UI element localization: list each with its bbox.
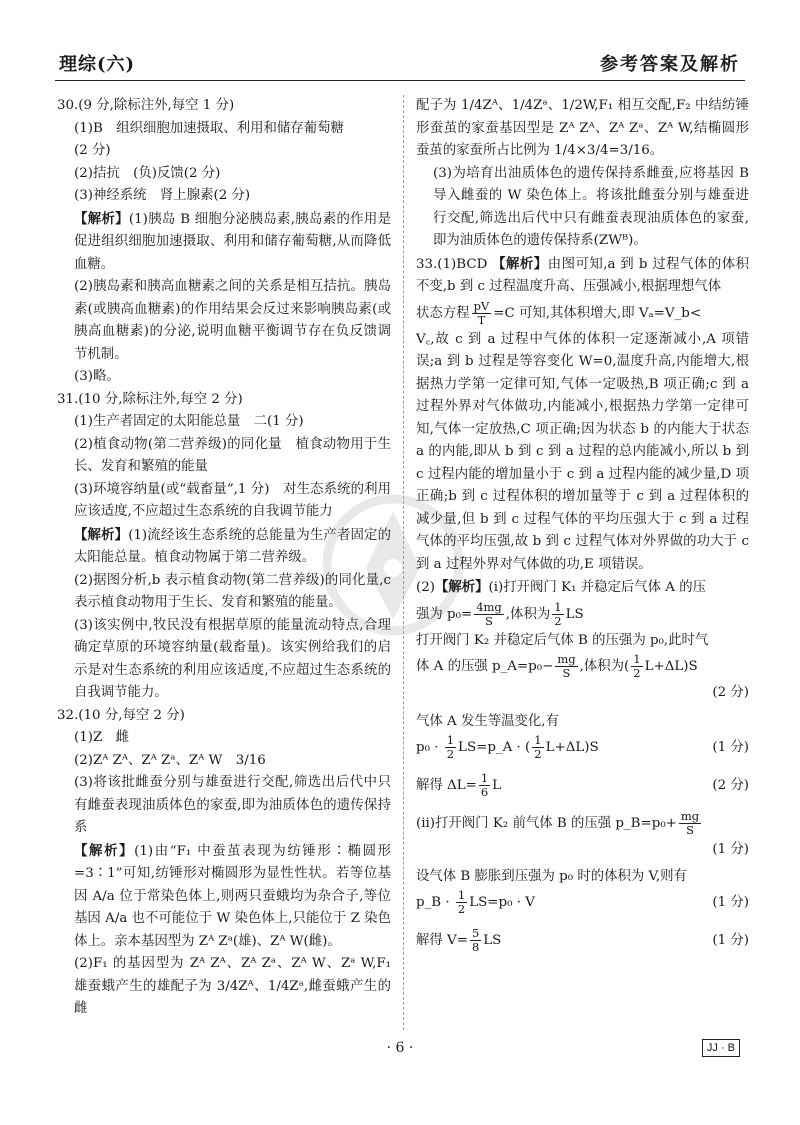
answer-paragraph: (3)神经系统 肾上腺素(2 分)	[74, 188, 251, 203]
analysis-tag: 【解析】	[74, 842, 135, 859]
boyle-equation: p_B · $\frac{1}{2}$ LS=p₀ · V (1 分)	[416, 888, 749, 916]
volume-solution: 解得 V= $\frac{5}{8}$ LS (1 分)	[416, 926, 749, 954]
answer-paragraph: 【解析】(1)由“F₁ 中蚕茧表现为纺锤形∶椭圆形=3∶1”可知,纺锤形对椭圆形为显性性状。若等位基因 A/a 位于常染色体上,则两只蚕蛾均为杂合子,等位基因 A/a 也不可能位于 W 染色体上,只能位于 Z 染色体上。亲本基因型为 Zᴬ Zᵃ(雄)、Zᴬ W(雌)。	[74, 842, 391, 949]
answer-paragraph: 【解析】(1)流经该生态系统的总能量为生产者固定的太阳能总量。植食动物属于第二营养级。	[74, 526, 391, 565]
q33-part2-intro: (2)【解析】(ⅰ)打开阀门 K₁ 并稳定后气体 A 的压	[416, 579, 707, 595]
answer-paragraph: (2)植食动物(第二营养级)的同化量 植食动物用于生长、发育和繁殖的能量	[74, 436, 391, 474]
volume-setup-line: 设气体 B 膨胀到压强为 p₀ 时的体积为 V,则有	[416, 868, 687, 884]
header-rule	[55, 80, 745, 81]
left-column	[57, 95, 391, 1021]
answer-paragraph: (2)Zᴬ Zᴬ、Zᴬ Zᵃ、Zᴬ W 3/16	[74, 752, 266, 768]
answer-paragraph: (1)生产者固定的太阳能总量 二(1 分)	[74, 414, 304, 429]
isothermal-equation: p₀ · $\frac{1}{2}$ LS=p_A · ( $\frac{1}{2}$ L+ΔL)S (1 分)	[416, 733, 749, 761]
answer-paragraph: (3)环境容纳量(或“载畜量”,1 分) 对生态系统的利用应该适度,不应超过生态系统的自我调节能力	[74, 481, 391, 519]
q33-part1-continued: V꜀,故 c 到 a 过程中气体的体积一定逐渐减小,A 项错误;a 到 b 过程是等容变化 W=0,温度升高,内能增大,根据热力学第一定律可知,气体一定吸热,B 项正确;c 到 a 过程外界对气体做功,内能减小,根据热力学第一定律可知,气体一定放热,C 项正确;因为状态 b 的内能大于状态 a 的内能,即从 b 到 c 到 a 过程的总内能减小,所以 b 到 c 过程内能的增加量小于 c 到 a 过程内能的减少量,D 项正确;b 到 c 过程体积的增加量等于 c 到 a 过程体积的减少量,但 b 到 c 过程气体的平均压强大于 c 到 a 过程气体的平均压强,故 b 到 c 过程气体对外界做的功大于 c 到 a 过程外界对气体做的功,E 项错误。	[416, 331, 749, 572]
pressure-pa-line: 体 A 的压强 p_A=p₀− $\frac{mg}{S}$ ,体积为( $\frac{1}{2}$ L+ΔL)S	[416, 652, 698, 680]
delta-l-solution: 解得 ΔL= $\frac{1}{6}$ L (2 分)	[416, 771, 749, 799]
fraction-pv-t: $\frac{pV}{T}$	[473, 298, 490, 327]
answer-paragraph: (2)F₁ 的基因型为 Zᴬ Zᴬ、Zᴬ Zᵃ、Zᴬ W、Zᵃ W,F₁ 雄蚕蛾产生的雄配子为 3/4Zᴬ、1/4Zᵃ,雌蚕蛾产生的雌	[74, 956, 391, 1016]
answer-paragraph: (2)拮抗 (负)反馈(2 分)	[74, 165, 221, 181]
q33-answer: 33.(1)BCD	[416, 256, 488, 272]
analysis-tag: 【解析】	[74, 210, 129, 227]
analysis-tag: 【解析】	[434, 579, 489, 595]
score-row: (1 分)	[712, 842, 749, 857]
column-divider	[403, 95, 404, 1030]
answer-paragraph: (1)Z 雌	[74, 730, 130, 745]
answer-paragraph: (3)该实例中,牧民没有根据草原的能量流动特点,合理确定草原的环境容纳量(载畜量)。该实例给我们的启示是对生态系统的利用应该适度,不应超过生态系统的自我调节能力。	[74, 617, 391, 700]
header-subject: 理综(六)	[59, 54, 136, 75]
answer-paragraph: (2)据图分析,b 表示植食动物(第二营养级)的同化量,c 表示植食动物用于生长、发育和繁殖的能量。	[74, 572, 391, 610]
question-heading: 31.(10 分,除标注外,每空 2 分)	[57, 391, 243, 407]
pressure-a-line: 强为 p₀= $\frac{4mg}{S}$ ,体积为 $\frac{1}{2}$ LS	[416, 599, 584, 628]
header-section-title: 参考答案及解析	[600, 54, 740, 75]
question-heading: 32.(10 分,每空 2 分)	[57, 707, 185, 723]
score-row: (2 分)	[712, 685, 749, 700]
q32-continuation	[416, 95, 749, 253]
answer-paragraph: 【解析】(1)胰岛 B 细胞分泌胰岛素,胰岛素的作用是促进组织细胞加速摄取、利用和储存葡萄糖,从而降低血糖。	[74, 210, 392, 272]
answer-paragraph: (3)为培育出油质体色的遗传保持系雌蚕,应将基因 B 导入雌蚕的 W 染色体上。将该批雌蚕分别与雄蚕进行交配,筛选出后代中只有雌蚕表现油质体色的家蚕,即为油质体色的遗传保持系(ZWᴮ)。	[433, 165, 749, 248]
page-number: · 6 ·	[386, 1040, 414, 1056]
answer-paragraph: (1)B 组织细胞加速摄取、利用和储存葡萄糖	[74, 120, 344, 136]
answer-paragraph: (2 分)	[74, 143, 111, 158]
question-heading: 30.(9 分,除标注外,每空 1 分)	[57, 98, 235, 113]
analysis-tag: 【解析】	[492, 255, 548, 272]
ideal-gas-equation-line: 状态方程 $\frac{pV}{T}$ =C 可知,其体积增大,即 Vₐ=V_b<	[416, 298, 702, 327]
answer-paragraph: 配子为 1/4Zᴬ、1/4Zᵃ、1/2W,F₁ 相互交配,F₂ 中结纺锤形蚕茧的家蚕基因型是 Zᴬ Zᴬ、Zᴬ Zᵃ、Zᴬ W,结椭圆形蚕茧的家蚕所占比例为 1/4×3/4=3/16。	[416, 98, 749, 158]
valve-k2-line: 打开阀门 K₂ 并稳定后气体 B 的压强为 p₀,此时气	[416, 632, 709, 648]
answer-paragraph: (2)胰岛素和胰高血糖素之间的关系是相互拮抗。胰岛素(或胰高血糖素)的作用结果会反过来影响胰岛素(或胰高血糖素)的分泌,说明血糖平衡调节存在负反馈调节机制。	[74, 279, 391, 362]
analysis-tag: 【解析】	[74, 526, 129, 543]
pressure-pb-line: (ⅱ)打开阀门 K₂ 前气体 B 的压强 p_B=p₀+ $\frac{mg}{S}$	[416, 809, 700, 837]
answer-paragraph: (3)将该批雌蚕分别与雄蚕进行交配,筛选出后代中只有雌蚕表现油质体色的家蚕,即为油质体色的遗传保持系	[74, 775, 391, 835]
isothermal-line: 气体 A 发生等温变化,有	[416, 713, 559, 729]
right-column	[416, 95, 749, 956]
answer-paragraph: (3)略。	[74, 369, 120, 384]
q33-part1: 33.(1)BCD 【解析】由图可知,a 到 b 过程气体的体积不变,b 到 c 过程温度升高、压强减小,根据理想气体	[416, 255, 749, 294]
page-header	[0, 0, 800, 86]
edition-code-badge: JJ · B	[702, 1039, 740, 1057]
